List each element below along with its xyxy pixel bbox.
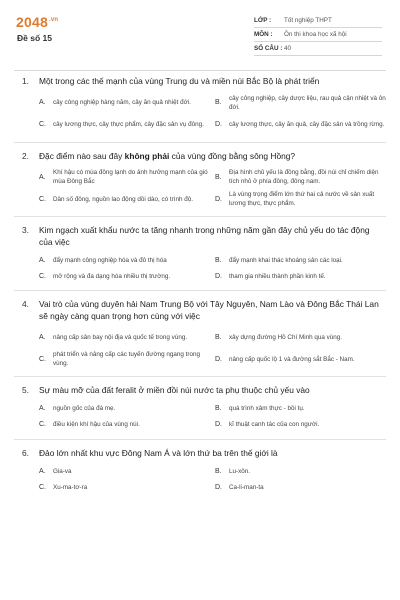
option-letter: D. bbox=[215, 355, 222, 363]
question-3 bbox=[0, 225, 400, 282]
question-number: 6. bbox=[22, 447, 29, 458]
option-text: Địa hình chủ yếu là đồng bằng, đồi núi chỉ chiếm diện tích nhỏ ở phía đông, đông nam. bbox=[229, 169, 379, 185]
option-letter: D. bbox=[215, 421, 222, 428]
answer-options bbox=[39, 403, 384, 431]
option-text: nâng cấp sân bay nội địa và quốc tế trong vùng. bbox=[53, 333, 188, 341]
option-a[interactable] bbox=[39, 465, 211, 477]
option-letter: A. bbox=[39, 256, 46, 264]
option-d[interactable] bbox=[215, 270, 387, 282]
option-letter: C. bbox=[39, 121, 46, 128]
option-text: tham gia nhiều thành phần kinh tế. bbox=[229, 272, 326, 280]
option-text: cây lương thực, cây ăn quả, cây đặc sản và trồng rừng. bbox=[229, 121, 385, 128]
option-letter: A. bbox=[39, 333, 46, 341]
option-text: Lu-xôn. bbox=[229, 467, 251, 475]
answer-options bbox=[39, 465, 384, 493]
option-letter: B. bbox=[215, 333, 222, 341]
question-text bbox=[39, 151, 295, 163]
meta-row-count bbox=[254, 42, 382, 56]
option-c[interactable] bbox=[39, 350, 211, 368]
option-letter: C. bbox=[39, 195, 46, 203]
option-d[interactable] bbox=[215, 116, 387, 134]
meta-key: MÔN : bbox=[254, 31, 273, 38]
meta-value: 40 bbox=[284, 45, 292, 52]
option-text: quá trình xâm thực - bồi tụ. bbox=[229, 405, 305, 412]
question-text: Đảo lớn nhất khu vực Đông Nam Á và lớn thứ ba trên thế giới là bbox=[39, 447, 278, 458]
question-divider bbox=[14, 290, 386, 291]
option-c[interactable] bbox=[39, 481, 211, 493]
option-letter: B. bbox=[215, 173, 222, 181]
option-letter: B. bbox=[215, 256, 222, 264]
option-letter: D. bbox=[215, 121, 222, 128]
option-letter: C. bbox=[39, 483, 46, 491]
question-text: Vai trò của vùng duyên hải Nam Trung Bộ với Tây Nguyên, Nam Lào và Đông Bắc Thái Lan sẽ ngày càng quan trọng hơn cùng với việc bbox=[39, 299, 379, 321]
option-letter: D. bbox=[215, 272, 222, 280]
question-title bbox=[22, 385, 384, 397]
meta-key: LỚP : bbox=[254, 17, 272, 24]
option-text: cây lương thực, cây thực phẩm, cây đặc sản vụ đông. bbox=[53, 121, 204, 128]
option-a[interactable] bbox=[39, 328, 211, 346]
question-number: 2. bbox=[22, 150, 29, 161]
question-title bbox=[22, 151, 384, 163]
question-text: Một trong các thế mạnh của vùng Trung du và miền núi Bắc Bộ là phát triển bbox=[39, 76, 320, 86]
question-2 bbox=[0, 151, 400, 209]
option-text: điều kiện khí hậu của vùng núi. bbox=[53, 421, 140, 428]
option-text: mở rộng và đa dạng hóa nhiều thị trường. bbox=[53, 272, 171, 280]
question-5 bbox=[0, 385, 400, 431]
answer-options bbox=[39, 328, 384, 368]
site-logo[interactable] bbox=[16, 14, 58, 30]
question-title bbox=[22, 448, 384, 460]
option-letter: C. bbox=[39, 421, 46, 428]
meta-row-class bbox=[254, 14, 382, 28]
option-a[interactable] bbox=[39, 168, 211, 186]
option-text: đẩy mạnh khai thác khoáng sản các loại. bbox=[229, 256, 343, 264]
answer-options bbox=[39, 254, 384, 282]
option-letter: A. bbox=[39, 173, 46, 181]
question-1 bbox=[0, 76, 400, 134]
question-title bbox=[22, 76, 384, 88]
question-divider bbox=[14, 439, 386, 440]
exam-code: Đề số 15 bbox=[17, 33, 52, 43]
option-text: nâng cấp quốc lộ 1 và đường sắt Bắc - Nam. bbox=[229, 355, 355, 363]
option-letter: C. bbox=[39, 272, 46, 280]
question-text-after: của vùng đồng bằng sông Hồng? bbox=[169, 150, 296, 161]
question-number: 1. bbox=[22, 76, 29, 86]
option-d[interactable] bbox=[215, 481, 387, 493]
meta-value: Ôn thi khoa học xã hội bbox=[284, 31, 347, 38]
option-text: cây công nghiệp hàng năm, cây ăn quả nhiệt đới. bbox=[53, 99, 191, 106]
option-letter: D. bbox=[215, 195, 222, 203]
option-b[interactable] bbox=[215, 465, 387, 477]
question-divider bbox=[14, 142, 386, 143]
question-text: Kim ngạch xuất khẩu nước ta tăng nhanh trong những năm gần đây chủ yếu do tác động của việc bbox=[39, 225, 370, 247]
header-divider bbox=[14, 70, 386, 71]
option-letter: D. bbox=[215, 483, 222, 491]
option-text: Dân số đông, nguồn lao động dồi dào, có trình độ. bbox=[53, 195, 194, 203]
option-text: nguồn gốc của đá mẹ. bbox=[53, 405, 116, 412]
option-letter: B. bbox=[215, 467, 222, 475]
option-c[interactable] bbox=[39, 419, 211, 431]
option-letter: A. bbox=[39, 405, 46, 412]
meta-key: SỐ CÂU : bbox=[254, 45, 283, 52]
option-c[interactable] bbox=[39, 190, 211, 208]
option-letter: C. bbox=[39, 355, 46, 363]
question-4 bbox=[0, 299, 400, 368]
option-text: Là vùng trọng điểm lớn thứ hai cả nước về sản xuất lương thực, thực phẩm. bbox=[229, 191, 375, 207]
option-d[interactable] bbox=[215, 190, 387, 208]
option-text: Gia-va bbox=[53, 467, 72, 475]
question-divider bbox=[14, 376, 386, 377]
page-header bbox=[0, 0, 400, 66]
logo-suffix: .vn bbox=[48, 17, 59, 24]
option-text: Khí hậu có mùa đông lạnh do ảnh hưởng mạnh của gió mùa Đông Bắc bbox=[53, 169, 208, 185]
question-6 bbox=[0, 448, 400, 494]
meta-value: Tốt nghiệp THPT bbox=[284, 17, 332, 24]
question-emphasis: không phải bbox=[124, 150, 170, 161]
option-text: đẩy mạnh công nghiệp hóa và đô thị hóa bbox=[53, 256, 167, 264]
option-a[interactable] bbox=[39, 403, 211, 415]
option-text: xây dựng đường Hồ Chí Minh qua vùng. bbox=[229, 333, 343, 341]
question-title bbox=[22, 225, 384, 248]
option-text: kĩ thuật canh tác của con người. bbox=[229, 421, 320, 428]
option-text: Xu-ma-tơ-ra bbox=[53, 483, 88, 491]
exam-meta-table bbox=[254, 14, 382, 56]
option-c[interactable] bbox=[39, 270, 211, 282]
question-number: 3. bbox=[22, 225, 29, 235]
option-text: cây công nghiệp, cây dược liệu, rau quả cận nhiệt và ôn đới. bbox=[229, 94, 386, 111]
question-divider bbox=[14, 216, 386, 217]
option-text: phát triển và nâng cấp các tuyến đường ngang trong vùng. bbox=[53, 351, 200, 367]
option-d[interactable] bbox=[215, 419, 387, 431]
option-a[interactable] bbox=[39, 94, 211, 112]
option-letter: B. bbox=[215, 99, 222, 106]
option-b[interactable] bbox=[215, 254, 387, 266]
option-b[interactable] bbox=[215, 168, 387, 186]
option-d[interactable] bbox=[215, 350, 387, 368]
question-number: 5. bbox=[22, 385, 29, 395]
logo-text: 2048 bbox=[16, 14, 48, 30]
option-a[interactable] bbox=[39, 254, 211, 266]
option-b[interactable] bbox=[215, 94, 387, 112]
option-b[interactable] bbox=[215, 403, 387, 415]
meta-row-subject bbox=[254, 28, 382, 42]
option-text: Ca-li-man-ta bbox=[229, 483, 264, 491]
option-letter: B. bbox=[215, 405, 222, 412]
question-text-before: Đặc điểm nào sau đây bbox=[39, 150, 125, 161]
option-c[interactable] bbox=[39, 116, 211, 134]
question-text: Sự màu mỡ của đất feralit ở miền đồi núi nước ta phụ thuộc chủ yếu vào bbox=[39, 385, 310, 395]
answer-options bbox=[39, 94, 384, 134]
question-title bbox=[22, 299, 384, 322]
option-b[interactable] bbox=[215, 328, 387, 346]
option-letter: A. bbox=[39, 467, 46, 475]
option-letter: A. bbox=[39, 99, 46, 106]
question-list bbox=[0, 76, 400, 493]
question-number: 4. bbox=[22, 299, 29, 309]
answer-options bbox=[39, 168, 384, 208]
